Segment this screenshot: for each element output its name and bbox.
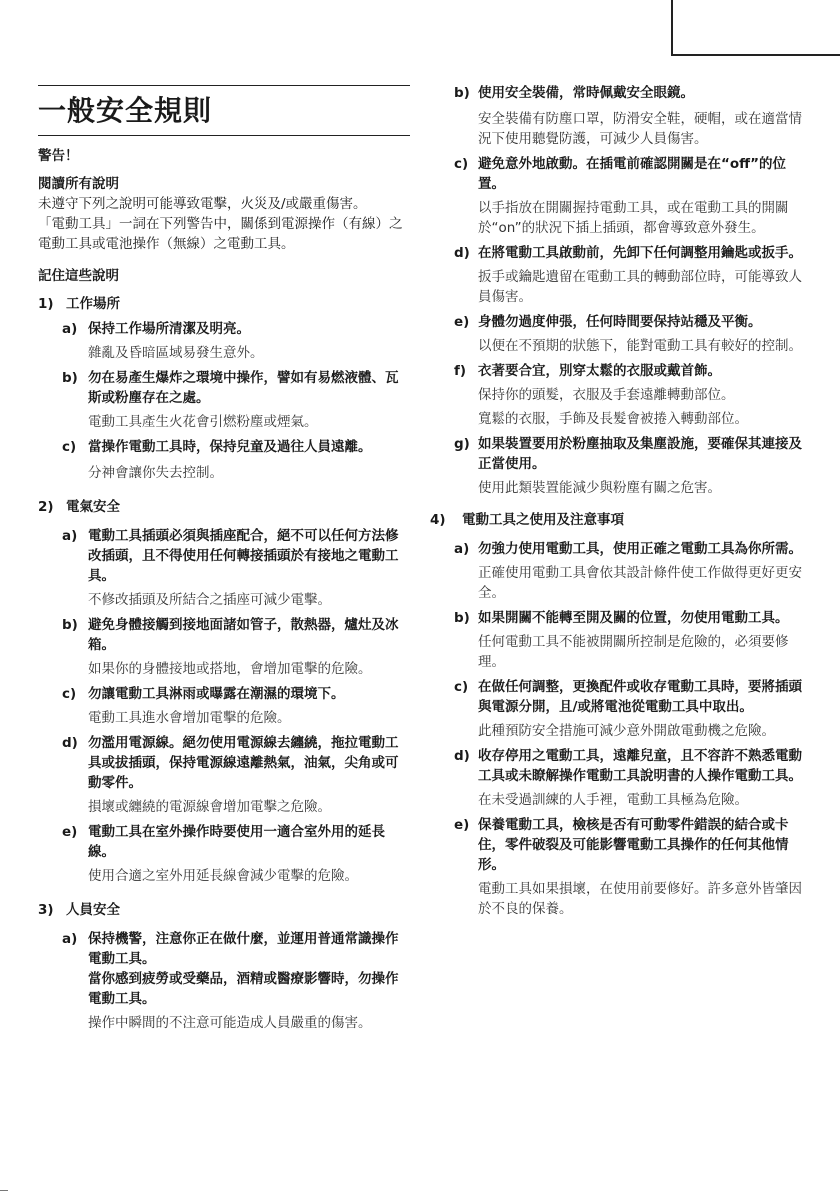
rule-2e [38, 822, 410, 862]
rule-label: b) [62, 370, 78, 386]
rule-1b [38, 368, 410, 408]
rule-text: 在做任何調整，更換配件或收存電動工具時，要將插頭與電源分開，且/或將電池從電動工具中取出。 [478, 679, 802, 715]
section-1-heading [38, 294, 410, 314]
rule-text [88, 929, 410, 1009]
rule-3e-note: 以便在不預期的狀態下，能對電動工具有較好的控制。 [478, 338, 802, 354]
intro-paragraph-2: 「電動工具」一詞在下列警告中，關係到電源操作（有線）之電動工具或電池操作（無線）之電動工具。 [38, 216, 403, 252]
rule-1a-note: 雜亂及昏暗區域易發生意外。 [88, 345, 264, 361]
rule-label: c) [62, 439, 77, 455]
page-tab-box [671, 0, 840, 56]
rule-3f [430, 361, 802, 381]
title-top-rule [38, 85, 410, 86]
rule-label: e) [454, 314, 470, 330]
rule-2d-note: 損壞或纏繞的電源線會增加電擊之危險。 [88, 799, 331, 815]
rule-4b-note: 任何電動工具不能被開關所控制是危險的，必須要修理。 [478, 634, 789, 670]
rule-label: b) [62, 617, 78, 633]
page-title: 一般安全規則 [38, 94, 213, 127]
rule-3g [430, 434, 802, 474]
rule-label: c) [454, 156, 469, 172]
rule-label: e) [454, 817, 470, 833]
rule-1b-note: 電動工具產生火花會引燃粉塵或煙氣。 [88, 414, 318, 430]
rule-2d [38, 733, 410, 793]
rule-2a-note: 不修改插頭及所結合之插座可減少電擊。 [88, 592, 331, 608]
rule-text: 在將電動工具啟動前，先卸下任何調整用鑰匙或扳手。 [478, 245, 802, 261]
rule-2b [38, 615, 410, 655]
rule-label: g) [454, 436, 470, 452]
rule-2e-note: 使用合適之室外用延長線會減少電擊的危險。 [88, 868, 358, 884]
rule-text-part-2: 當你感到疲勞或受藥品，酒精或醫療影響時，勿操作電動工具。 [88, 971, 399, 1007]
rule-4c-note: 此種預防安全措施可減少意外開啟電動機之危險。 [478, 723, 775, 739]
rule-3f-note: 保持你的頭髮，衣服及手套遠離轉動部位。 [478, 387, 735, 403]
rule-label: a) [62, 321, 78, 337]
warning-label: 警告！ [38, 148, 79, 164]
section-3-heading [38, 900, 410, 920]
rule-text-part-1: 保持機警，注意你正在做什麼，並運用普通常識操作電動工具。 [88, 931, 399, 967]
section-title: 電動工具之使用及注意事項 [462, 512, 624, 528]
rule-text: 如果開關不能轉至開及關的位置，勿使用電動工具。 [478, 610, 789, 626]
rule-3a-note: 操作中瞬間的不注意可能造成人員嚴重的傷害。 [88, 1015, 372, 1031]
rule-1a [38, 319, 410, 339]
intro-paragraph-1: 未遵守下列之說明可能導致電擊，火災及/或嚴重傷害。 [38, 196, 367, 212]
rule-text: 勿強力使用電動工具，使用正確之電動工具為你所需。 [478, 541, 802, 557]
rule-3c [430, 154, 802, 194]
title-bottom-rule [38, 135, 410, 136]
rule-4d [430, 746, 802, 786]
rule-3b [430, 83, 802, 103]
rule-label: d) [454, 245, 470, 261]
rule-4a-note: 正確使用電動工具會依其設計條件使工作做得更好更安全。 [478, 565, 802, 601]
rule-3d-note: 扳手或鑰匙遺留在電動工具的轉動部位時，可能導致人員傷害。 [478, 269, 802, 305]
rule-3a [38, 929, 410, 1009]
rule-label: b) [454, 85, 470, 101]
rule-text: 使用安全裝備，常時佩戴安全眼鏡。 [478, 85, 694, 101]
section-number: 1) [38, 296, 54, 312]
rule-label: d) [454, 748, 470, 764]
rule-text: 身體勿過度伸張，任何時間要保持站穩及平衡。 [478, 314, 762, 330]
rule-4b [430, 608, 802, 628]
rule-2c-note: 電動工具進水會增加電擊的危險。 [88, 710, 291, 726]
section-2-heading [38, 497, 410, 517]
rule-4c [430, 677, 802, 717]
rule-text: 勿在易產生爆炸之環境中操作，譬如有易燃液體、瓦斯或粉塵存在之處。 [88, 370, 399, 406]
rule-3g-note: 使用此類裝置能減少與粉塵有關之危害。 [478, 480, 721, 496]
rule-text: 避免身體接觸到接地面諸如管子，散熱器，爐灶及冰箱。 [88, 617, 399, 653]
remember-heading: 記住這些說明 [38, 268, 119, 284]
rule-label: b) [454, 610, 470, 626]
rule-3c-note: 以手指放在開關握持電動工具，或在電動工具的開關於“on”的狀況下插上插頭，都會導致意外發生。 [478, 200, 789, 236]
rule-label: c) [62, 686, 77, 702]
rule-text: 收存停用之電動工具，遠離兒童，且不容許不熟悉電動工具或未瞭解操作電動工具說明書的人操作電動工具。 [478, 748, 802, 784]
rule-2c [38, 684, 410, 704]
section-4-heading [430, 510, 802, 530]
rule-text: 當操作電動工具時，保持兒童及過往人員遠離。 [88, 439, 372, 455]
rule-text: 保持工作場所清潔及明亮。 [88, 321, 250, 337]
rule-3d [430, 243, 802, 263]
rule-3f-note-2: 寬鬆的衣服，手飾及長髮會被捲入轉動部位。 [478, 411, 748, 427]
rule-text: 保養電動工具，檢核是否有可動零件錯誤的結合或卡住，零件破裂及可能影響電動工具操作的任何其他情形。 [478, 817, 789, 873]
section-number: 3) [38, 902, 54, 918]
section-number: 2) [38, 499, 54, 515]
rule-4d-note: 在未受過訓練的人手裡，電動工具極為危險。 [478, 792, 748, 808]
rule-1c [38, 437, 410, 457]
rule-label: d) [62, 735, 78, 751]
bottom-edge-line [0, 1190, 8, 1191]
rule-text: 勿讓電動工具淋雨或曝露在潮濕的環境下。 [88, 686, 345, 702]
section-number: 4) [430, 512, 446, 528]
rule-4a [430, 539, 802, 559]
left-column [38, 85, 410, 1033]
rule-4e-note: 電動工具如果損壞，在使用前要修好。許多意外皆肇因於不良的保養。 [478, 881, 802, 917]
section-title: 工作場所 [66, 296, 120, 312]
read-all-heading: 閱讀所有說明 [38, 176, 119, 192]
rule-label: c) [454, 679, 469, 695]
rule-text: 避免意外地啟動。在插電前確認開關是在“off”的位置。 [478, 156, 786, 192]
rule-text: 勿濫用電源線。絕勿使用電源線去纏繞，拖拉電動工具或拔插頭，保持電源線遠離熱氣，油氣，尖角或可動零件。 [88, 735, 399, 791]
right-column [430, 83, 802, 919]
section-title: 人員安全 [66, 902, 120, 918]
rule-text: 電動工具插頭必須與插座配合，絕不可以任何方法修改插頭，且不得使用任何轉接插頭於有接地之電動工具。 [88, 528, 399, 584]
rule-3b-note: 安全裝備有防塵口罩，防滑安全鞋，硬帽，或在適當情況下使用聽覺防護，可減少人員傷害。 [478, 111, 802, 147]
rule-2b-note: 如果你的身體接地或搭地，會增加電擊的危險。 [88, 661, 372, 677]
rule-label: a) [62, 931, 78, 947]
rule-label: a) [454, 541, 470, 557]
section-title: 電氣安全 [66, 499, 120, 515]
rule-text: 衣著要合宜，別穿太鬆的衣服或戴首飾。 [478, 363, 721, 379]
rule-4e [430, 815, 802, 875]
rule-text: 電動工具在室外操作時要使用一適合室外用的延長線。 [88, 824, 385, 860]
rule-1c-note: 分神會讓你失去控制。 [88, 465, 223, 481]
rule-label: a) [62, 528, 78, 544]
rule-text: 如果裝置要用於粉塵抽取及集塵設施，要確保其連接及正當使用。 [478, 436, 802, 472]
rule-3e [430, 312, 802, 332]
rule-label: e) [62, 824, 78, 840]
rule-2a [38, 526, 410, 586]
rule-label: f) [454, 363, 467, 379]
